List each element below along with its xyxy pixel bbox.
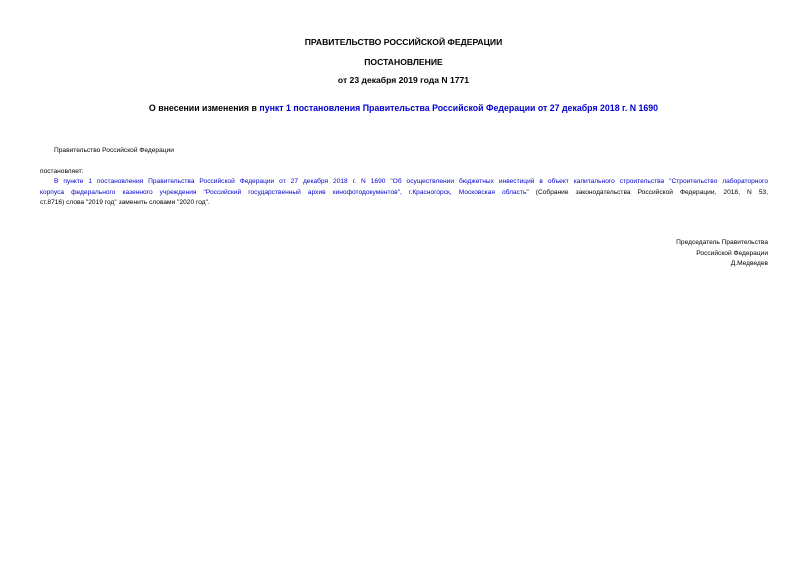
paragraph-line-1 — [40, 177, 768, 188]
paragraph-line-2 — [40, 188, 768, 199]
signature-block — [676, 238, 768, 270]
issuer-text: Правительство Российской Федерации — [54, 147, 174, 154]
paragraph-link-1[interactable]: В пункте 1 постановления Правительства Российской Федерации от 27 декабря 2018 г. N 1690 "Об осуществлении бюджетных инвестиций в объект капитального строительства "Строительство лабораторного — [54, 178, 768, 185]
paragraph-tail-2: ст.8716) слова "2019 год" заменить словами "2020 год". — [40, 199, 210, 206]
subject-link[interactable]: пункт 1 постановления Правительства Российской Федерации от 27 декабря 2018 г. N 1690 — [259, 103, 659, 113]
subject-prefix: О внесении изменения в — [148, 103, 260, 113]
resolves-text: постановляет: — [40, 168, 84, 175]
signature-name: Д.Медведев — [730, 260, 768, 267]
signature-organization: Российской Федерации — [696, 249, 768, 257]
government-title: ПРАВИТЕЛЬСТВО РОССИЙСКОЙ ФЕДЕРАЦИИ — [304, 37, 503, 47]
resolution-paragraph — [40, 177, 768, 209]
document-subject — [0, 103, 807, 114]
signature-position: Председатель Правительства — [676, 239, 768, 246]
paragraph-link-2[interactable]: корпуса федерального казенного учреждения "Российский государственный архив кинофотодокументов", г.Красногорск, Московская область — [40, 188, 527, 196]
document-type: ПОСТАНОВЛЕНИЕ — [364, 57, 443, 67]
document-date-number: от 23 декабря 2019 года N 1771 — [337, 75, 470, 85]
paragraph-tail-1: " (Собрание законодательства Российской Федерации, 2018, N 53, — [526, 188, 768, 196]
